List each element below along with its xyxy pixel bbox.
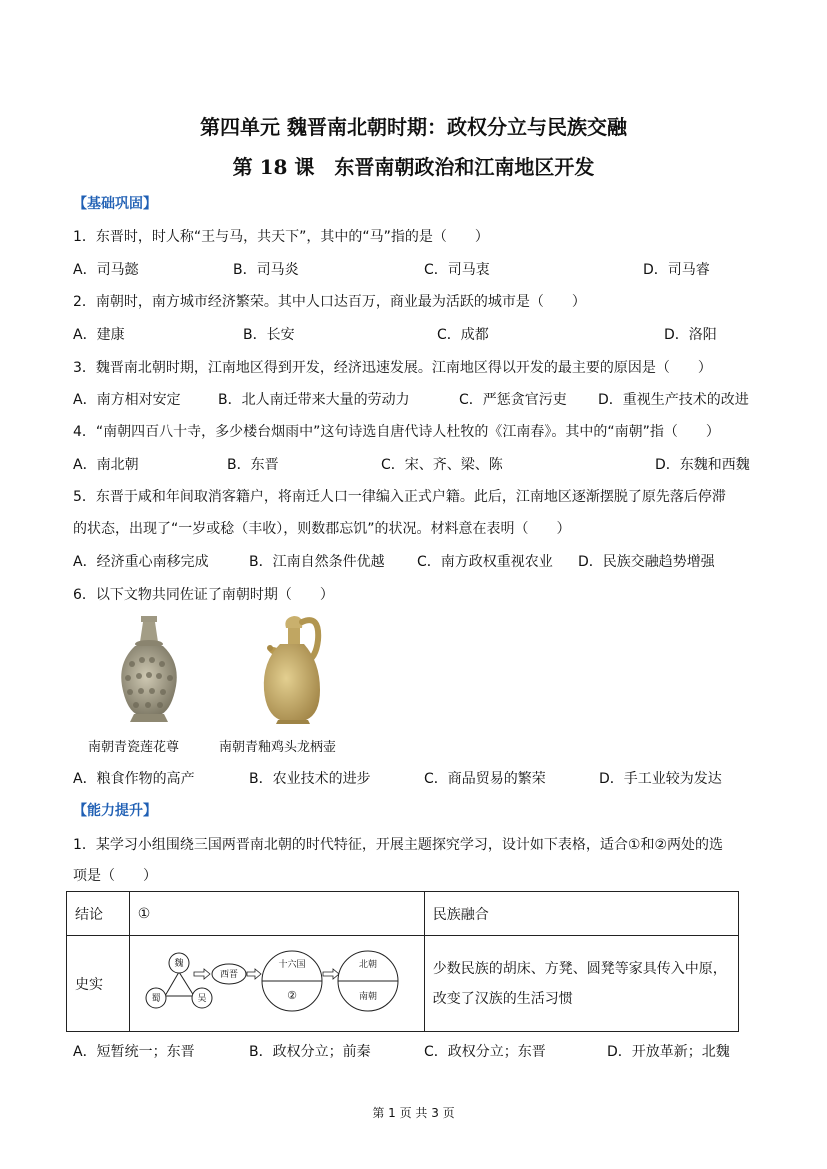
q5-option-b: B．江南自然条件优越 bbox=[249, 554, 385, 570]
q1-option-b: B．司马炎 bbox=[233, 262, 299, 278]
table-cell-ethnic-fusion: 民族融合 bbox=[424, 892, 738, 936]
diagram-southern-dynasties: 南朝 bbox=[358, 992, 377, 1002]
section-advanced-heading: 【能力提升】 bbox=[73, 803, 157, 819]
period-diagram bbox=[130, 936, 424, 1031]
section-basic-heading: 【基础巩固】 bbox=[73, 196, 157, 212]
lotus-vessel-caption: 南朝青瓷莲花尊 bbox=[88, 740, 180, 755]
question-5-stem-line-1: 5．东晋于咸和年间取消客籍户，将南迁人口一律编入正式户籍。此后，江南地区逐渐摆脱了原先落后停滞 bbox=[73, 489, 726, 505]
unit-title: 第四单元 魏晋南北朝时期：政权分立与民族交融 bbox=[200, 115, 627, 139]
q6-option-d: D．手工业较为发达 bbox=[599, 771, 722, 787]
question-5-stem-line-2: 的状态，出现了“一岁或稔（丰收），则数郡忘饥”的状况。材料意在表明（ ） bbox=[73, 521, 571, 537]
adv-option-c: C．政权分立；东晋 bbox=[424, 1044, 546, 1060]
q2-option-c: C．成都 bbox=[437, 327, 489, 343]
table-cell-blank-1: ① bbox=[129, 892, 424, 936]
q2-option-d: D．洛阳 bbox=[664, 327, 717, 343]
table-cell-facts-label: 史实 bbox=[67, 936, 130, 1032]
table-cell-diagram bbox=[129, 936, 424, 1032]
q3-option-a: A．南方相对安定 bbox=[73, 392, 181, 408]
q4-option-a: A．南北朝 bbox=[73, 457, 139, 473]
lotus-vessel-image bbox=[112, 612, 186, 724]
q1-option-c: C．司马衷 bbox=[424, 262, 490, 278]
table-row bbox=[67, 936, 739, 1032]
q4-option-b: B．东晋 bbox=[227, 457, 279, 473]
diagram-shu: 蜀 bbox=[151, 994, 161, 1004]
q4-option-c: C．宋、齐、梁、陈 bbox=[381, 457, 503, 473]
q6-option-c: C．商品贸易的繁荣 bbox=[424, 771, 546, 787]
chicken-head-ewer-image bbox=[250, 610, 330, 726]
q3-option-d: D．重视生产技术的改进 bbox=[598, 392, 749, 408]
q2-option-a: A．建康 bbox=[73, 327, 125, 343]
advanced-question-stem-line-1: 1．某学习小组围绕三国两晋南北朝的时代特征，开展主题探究学习，设计如下表格，适合①和②两处的选 bbox=[73, 837, 724, 853]
chicken-head-ewer-caption: 南朝青釉鸡头龙柄壶 bbox=[219, 740, 337, 755]
lesson-title: 第 18 课 东晋南朝政治和江南地区开发 bbox=[232, 155, 595, 179]
adv-option-d: D．开放革新；北魏 bbox=[607, 1044, 730, 1060]
table-cell-facts-text bbox=[424, 936, 738, 1032]
diagram-xijin: 西晋 bbox=[219, 970, 238, 980]
diagram-sixteen-kingdoms: 十六国 bbox=[278, 960, 306, 970]
diagram-wei: 魏 bbox=[174, 959, 184, 969]
q6-option-b: B．农业技术的进步 bbox=[249, 771, 371, 787]
question-1-stem: 1．东晋时，时人称“王与马，共天下”，其中的“马”指的是（ ） bbox=[73, 229, 489, 245]
q3-option-c: C．严惩贪官污吏 bbox=[459, 392, 567, 408]
question-6-stem: 6．以下文物共同佐证了南朝时期（ ） bbox=[73, 587, 334, 603]
question-2-stem: 2．南朝时，南方城市经济繁荣。其中人口达百万，商业最为活跃的城市是（ ） bbox=[73, 294, 586, 310]
adv-option-a: A．短暂统一；东晋 bbox=[73, 1044, 195, 1060]
q4-option-d: D．东魏和西魏 bbox=[655, 457, 750, 473]
diagram-blank-2: ② bbox=[286, 989, 297, 1002]
table-cell-conclusion-label: 结论 bbox=[67, 892, 130, 936]
diagram-northern-dynasties: 北朝 bbox=[358, 960, 377, 970]
adv-option-b: B．政权分立；前秦 bbox=[249, 1044, 371, 1060]
question-4-stem: 4．“南朝四百八十寺，多少楼台烟雨中”这句诗选自唐代诗人杜牧的《江南春》。其中的“南朝”指（ ） bbox=[73, 424, 720, 440]
inquiry-table bbox=[66, 891, 739, 1032]
page-footer: 第 1 页 共 3 页 bbox=[372, 1106, 455, 1120]
q1-option-d: D．司马睿 bbox=[643, 262, 710, 278]
q3-option-b: B．北人南迁带来大量的劳动力 bbox=[218, 392, 410, 408]
q6-option-a: A．粮食作物的高产 bbox=[73, 771, 195, 787]
q5-option-a: A．经济重心南移完成 bbox=[73, 554, 209, 570]
question-3-stem: 3．魏晋南北朝时期，江南地区得到开发，经济迅速发展。江南地区得以开发的最主要的原因是（ ） bbox=[73, 360, 712, 376]
facts-text-line-1: 少数民族的胡床、方凳、圆凳等家具传入中原， bbox=[432, 960, 727, 977]
facts-text-line-2: 改变了汉族的生活习惯 bbox=[432, 990, 573, 1007]
q5-option-c: C．南方政权重视农业 bbox=[417, 554, 553, 570]
q2-option-b: B．长安 bbox=[243, 327, 295, 343]
q5-option-d: D．民族交融趋势增强 bbox=[578, 554, 715, 570]
diagram-wu: 吴 bbox=[197, 994, 207, 1004]
advanced-question-stem-line-2: 项是（ ） bbox=[73, 868, 157, 884]
table-row bbox=[67, 892, 739, 936]
q1-option-a: A．司马懿 bbox=[73, 262, 139, 278]
